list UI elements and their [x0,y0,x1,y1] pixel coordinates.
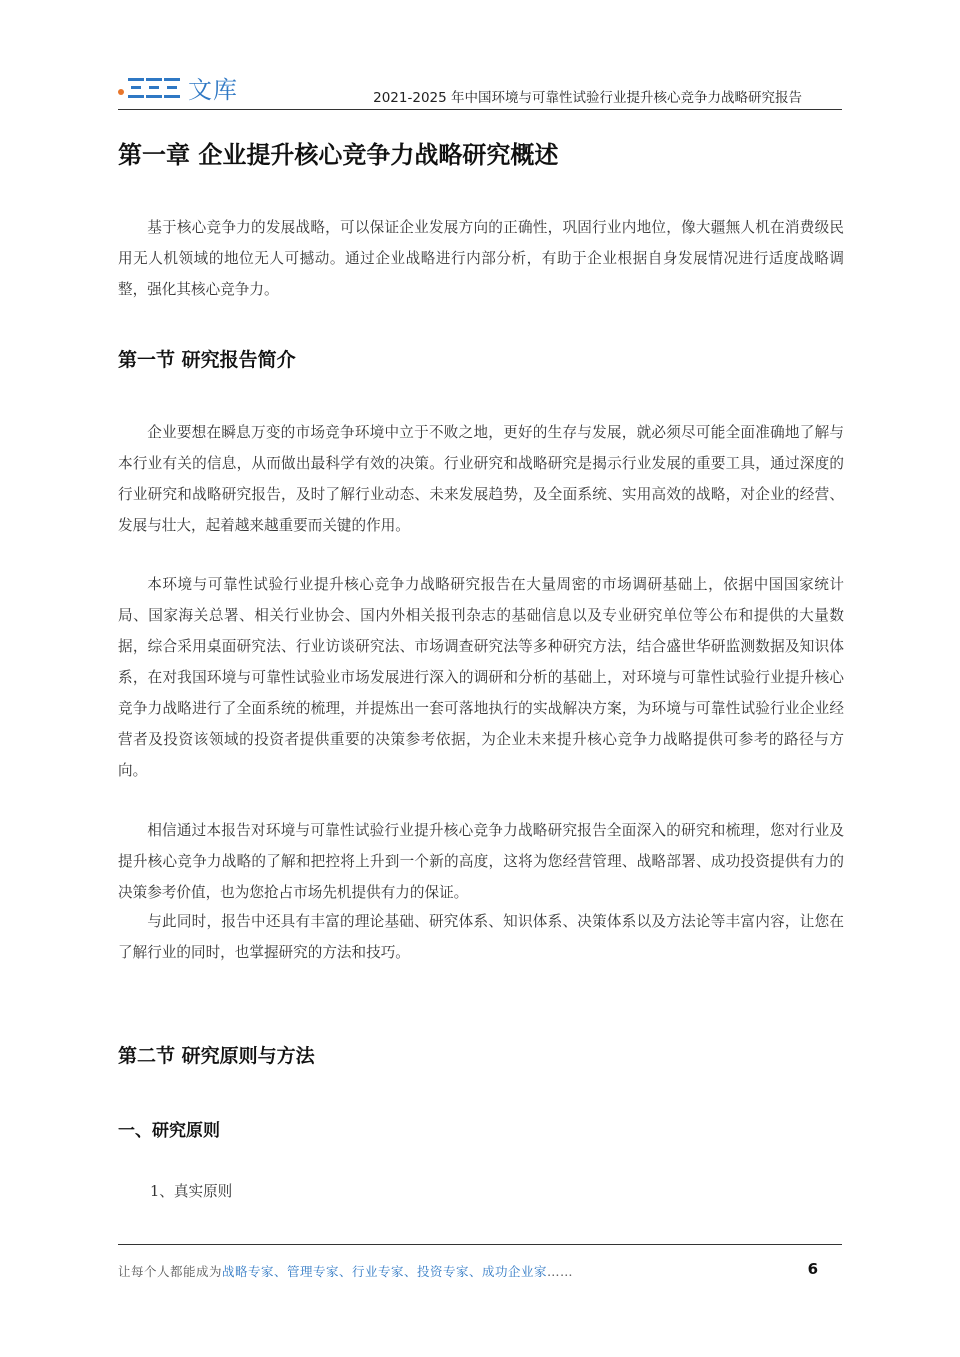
footer-divider [118,1244,842,1245]
logo [118,70,238,105]
logo-mark-icon [128,78,180,98]
header-divider [118,109,842,110]
paragraph: 相信通过本报告对环境与可靠性试验行业提升核心竞争力战略研究报告全面深入的研究和梳理，您对行业及提升核心竞争力战略的了解和把控将上升到一个新的高度，这将为您经营管理、战略部署、成功投资提供有力的决策参考价值，也为您抢占市场先机提供有力的保证。 [118,822,844,901]
document-title: 2021-2025 年中国环境与可靠性试验行业提升核心竞争力战略研究报告 [373,90,802,106]
page-header [0,0,960,115]
section-title-1: 第一节 研究报告简介 [118,349,296,371]
section-title-2: 第二节 研究原则与方法 [118,1045,315,1067]
paragraph: 与此同时，报告中还具有丰富的理论基础、研究体系、知识体系、决策体系以及方法论等丰富内容，让您在了解行业的同时，也掌握研究的方法和技巧。 [118,913,844,961]
paragraph: 本环境与可靠性试验行业提升核心竞争力战略研究报告在大量周密的市场调研基础上，依据中国国家统计局、国家海关总署、相关行业协会、国内外相关报刊杂志的基础信息以及专业研究单位等公布和提供的大量数据，综合采用桌面研究法、行业访谈研究法、市场调查研究法等多种研究方法，结合盛世华研监测数据及知识体系，在对我国环境与可靠性试验业市场发展进行深入的调研和分析的基础上，对环境与可靠性试验行业提升核心竞争力战略进行了全面系统的梳理，并提炼出一套可落地执行的实战解决方案，为环境与可靠性试验行业企业经营者及投资该领域的投资者提供重要的决策参考依据，为企业未来提升核心竞争力战略提供可参考的路径与方向。 [118,576,844,779]
page-number: 6 [807,1260,818,1278]
slogan-highlight: 战略专家、管理专家、行业专家、投资专家、成功企业家 [222,1264,548,1279]
chapter-title: 第一章 企业提升核心竞争力战略研究概述 [118,141,559,169]
logo-dot [118,89,124,95]
list-item: 1、真实原则 [150,1183,233,1200]
logo-text: 文库 [188,76,238,104]
subsection-title: 一、研究原则 [118,1121,220,1141]
intro-paragraph: 基于核心竞争力的发展战略，可以保证企业发展方向的正确性，巩固行业内地位，像大疆無人机在消费级民用无人机领域的地位无人可撼动。通过企业战略进行内部分析，有助于企业根据自身发展情况进行适度战略调整，强化其核心竞争力。 [118,219,844,298]
paragraph: 企业要想在瞬息万变的市场竞争环境中立于不败之地，更好的生存与发展，就必须尽可能全面准确地了解与本行业有关的信息，从而做出最科学有效的决策。行业研究和战略研究是揭示行业发展的重要工具，通过深度的行业研究和战略研究报告，及时了解行业动态、未来发展趋势，及全面系统、实用高效的战略，对企业的经营、发展与壮大，起着越来越重要而关键的作用。 [118,424,844,534]
footer-slogan [118,1262,573,1280]
slogan-prefix: 让每个人都能成为 [118,1264,223,1279]
slogan-suffix: …… [547,1264,574,1279]
